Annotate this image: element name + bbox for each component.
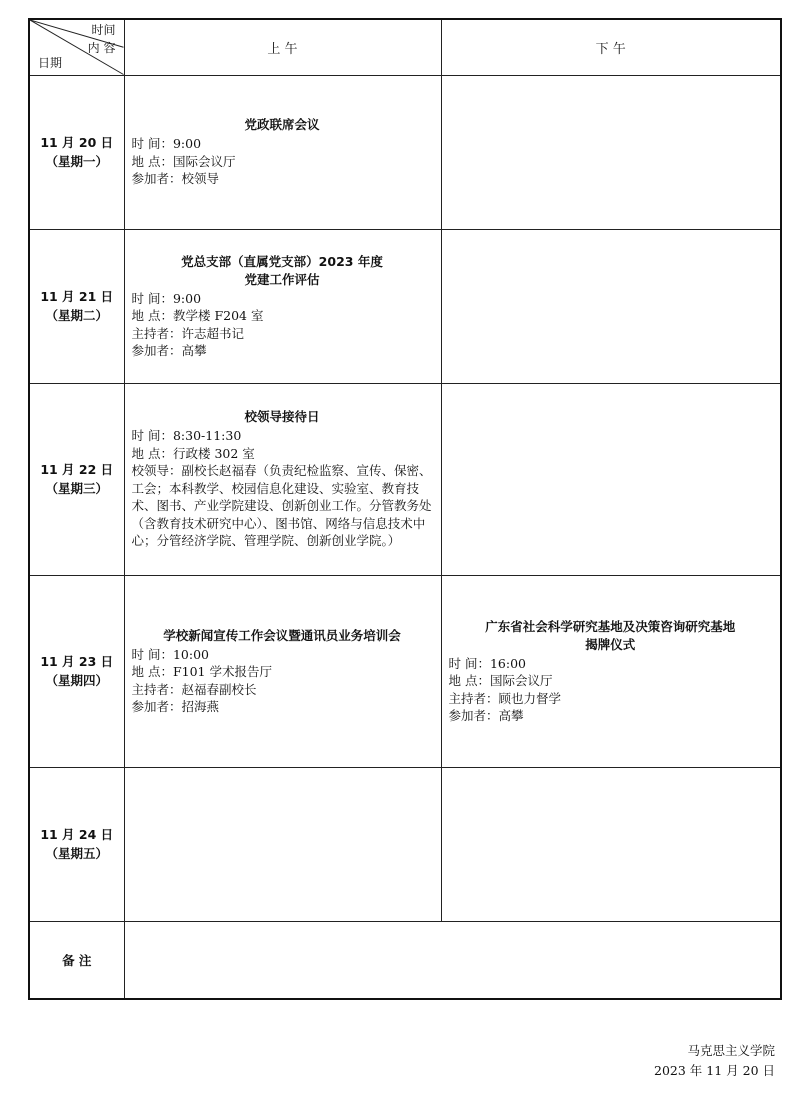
date-cell xyxy=(29,75,124,229)
morning-slot xyxy=(124,75,441,229)
day-row-4 xyxy=(29,575,781,767)
weekday-text: （星期四） xyxy=(45,673,108,688)
date-cell xyxy=(29,383,124,575)
weekly-schedule-table xyxy=(28,18,782,1000)
afternoon-slot xyxy=(441,383,781,575)
event-title: 党总支部（直属党支部）2023 年度 党建工作评估 xyxy=(181,253,383,287)
weekday-text: （星期二） xyxy=(45,308,108,323)
date-text: 11 月 24 日 xyxy=(40,827,114,842)
event-detail-line: 时 间：8:30-11:30 xyxy=(131,428,242,444)
event-detail-line: 地 点：F101 学术报告厅 xyxy=(131,664,272,679)
event-title: 广东省社会科学研究基地及决策咨询研究基地 揭牌仪式 xyxy=(485,618,736,652)
afternoon-slot xyxy=(441,75,781,229)
diagonal-header-cell xyxy=(29,19,124,75)
weekday-text: （星期五） xyxy=(45,846,108,861)
morning-header: 上 午 xyxy=(124,19,441,75)
event-detail-line: 地 点：国际会议厅 xyxy=(131,153,236,169)
date-text: 11 月 21 日 xyxy=(40,289,114,304)
morning-slot xyxy=(124,383,441,575)
event-detail-line: 参加者：高攀 xyxy=(131,343,207,358)
date-cell xyxy=(29,229,124,383)
event-detail-line: 校领导：副校长赵福春（负责纪检监察、宣传、保密、工会；本科教学、校园信息化建设、实验室、教育技术、图书、产业学院建设、创新创业工作。分管教务处（含教育技术研究中心）、图书馆、网络与信息技术中心；分管经济学院、管理学院、创新创业学院。） xyxy=(131,463,432,549)
event-detail-line: 参加者：高攀 xyxy=(448,708,524,723)
footer-date: 2023 年 11 月 20 日 xyxy=(654,1063,775,1078)
morning-slot xyxy=(124,575,441,767)
event-title: 校领导接待日 xyxy=(244,409,320,425)
day-row-3 xyxy=(29,383,781,575)
event-title: 党政联席会议 xyxy=(244,117,320,133)
weekday-text: （星期三） xyxy=(45,481,108,496)
morning-slot xyxy=(124,767,441,921)
morning-slot xyxy=(124,229,441,383)
diagonal-label-date: 日期 xyxy=(38,55,63,70)
diagonal-label-time: 时间 xyxy=(91,23,116,37)
event-detail-line: 时 间：9:00 xyxy=(131,290,202,306)
date-text: 11 月 20 日 xyxy=(40,135,114,150)
event-detail-line: 时 间：16:00 xyxy=(448,655,526,671)
weekday-text: （星期一） xyxy=(45,154,108,169)
date-text: 11 月 23 日 xyxy=(40,654,114,669)
day-row-1 xyxy=(29,75,781,229)
event-title: 学校新闻宣传工作会议暨通讯员业务培训会 xyxy=(163,627,401,643)
event-detail-line: 参加者：校领导 xyxy=(131,171,220,187)
event-detail-line: 地 点：行政楼 302 室 xyxy=(131,445,255,461)
notes-content-cell xyxy=(124,921,781,999)
footer-organization: 马克思主义学院 xyxy=(687,1043,775,1058)
event-detail-line: 参加者：招海燕 xyxy=(131,699,220,714)
date-cell xyxy=(29,767,124,921)
event-detail-line: 主持者：顾也力督学 xyxy=(448,690,562,706)
event-detail-line: 时 间：10:00 xyxy=(131,646,209,662)
event-detail-line: 地 点：教学楼 F204 室 xyxy=(131,308,264,323)
notes-label: 备 注 xyxy=(29,921,124,999)
notes-row xyxy=(29,921,781,999)
event-detail-line: 主持者：赵福春副校长 xyxy=(131,681,257,697)
header-row xyxy=(29,19,781,75)
afternoon-slot xyxy=(441,229,781,383)
date-text: 11 月 22 日 xyxy=(40,462,114,477)
diagonal-label-content: 内 容 xyxy=(87,41,116,55)
afternoon-header: 下 午 xyxy=(441,19,781,75)
day-row-5 xyxy=(29,767,781,921)
afternoon-slot xyxy=(441,767,781,921)
event-detail-line: 时 间：9:00 xyxy=(131,136,202,152)
day-row-2 xyxy=(29,229,781,383)
date-cell xyxy=(29,575,124,767)
event-detail-line: 主持者：许志超书记 xyxy=(131,325,245,341)
event-detail-line: 地 点：国际会议厅 xyxy=(448,673,553,688)
afternoon-slot xyxy=(441,575,781,767)
